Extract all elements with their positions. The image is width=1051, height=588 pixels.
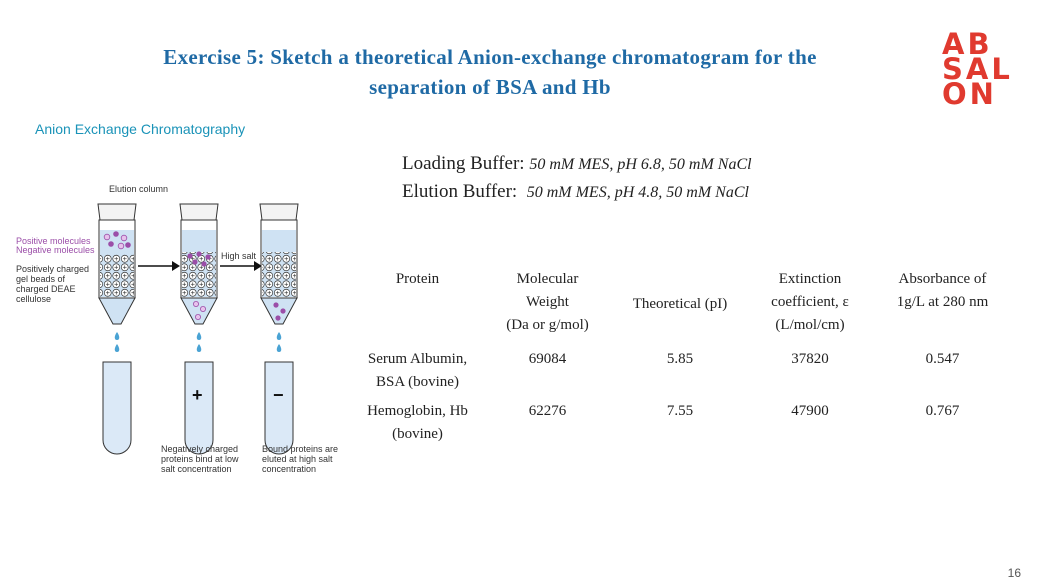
table-row xyxy=(350,400,1015,452)
table-header-row xyxy=(350,268,1015,340)
slide-title-line-1: Exercise 5: Sketch a theoretical Anion-exchange chromatogram for the xyxy=(163,45,817,69)
loading-buffer-value: 50 mM MES, pH 6.8, 50 mM NaCl xyxy=(529,156,752,173)
header-mw-line-2: Weight xyxy=(526,294,569,310)
beads-label-line-3: charged DEAE xyxy=(16,284,76,294)
header-mw-line-1: Molecular xyxy=(516,271,579,287)
slide-title-line-2: separation of BSA and Hb xyxy=(369,75,611,99)
cell-protein-line-2: (bovine) xyxy=(392,426,443,442)
column-1 xyxy=(98,204,136,454)
beads-label-line-1: Positively charged xyxy=(16,264,90,274)
header-abs-line-2: 1g/L at 280 nm xyxy=(896,294,989,310)
logo-line-2: SAL xyxy=(942,52,1013,86)
column-illustration xyxy=(10,178,350,478)
beads-label xyxy=(16,264,89,304)
slide-title xyxy=(100,42,880,102)
column-3 xyxy=(260,204,298,454)
header-absorbance xyxy=(870,268,1015,340)
elution-buffer-value: 50 mM MES, pH 4.8, 50 mM NaCl xyxy=(526,184,749,201)
header-abs-line-1: Absorbance of xyxy=(898,271,987,287)
header-mw-line-3: (Da or g/mol) xyxy=(506,317,589,333)
caption-low-salt-line-3: salt concentration xyxy=(161,464,232,474)
cell-protein xyxy=(350,400,485,452)
cell-protein-line-1: Hemoglobin, Hb xyxy=(367,403,468,419)
cell-mw: 62276 xyxy=(528,403,567,419)
caption-low-salt-line-1: Negatively charged xyxy=(161,444,239,454)
header-ext-line-1: Extinction xyxy=(778,271,842,287)
loading-buffer xyxy=(402,150,752,178)
positive-molecules-label: Positive molecules xyxy=(16,236,91,246)
arrow-1 xyxy=(138,261,180,271)
caption-high-salt-line-2: eluted at high salt xyxy=(262,454,333,464)
header-extinction xyxy=(750,268,870,340)
caption-high-salt xyxy=(262,444,338,474)
elution-buffer-label: Elution Buffer: xyxy=(402,181,518,202)
negative-molecules-label: Negative molecules xyxy=(16,245,95,255)
cell-protein-line-2: BSA (bovine) xyxy=(376,374,459,390)
plus-sign: + xyxy=(192,385,203,405)
protein-properties-table xyxy=(350,268,1015,452)
section-subtitle: Anion Exchange Chromatography xyxy=(35,121,246,137)
absalon-logo xyxy=(942,27,1026,112)
minus-sign: − xyxy=(273,385,284,405)
cell-ext: 37820 xyxy=(791,351,829,367)
header-pi-label: Theoretical (pI) xyxy=(632,295,728,312)
loading-buffer-label: Loading Buffer: xyxy=(402,153,525,174)
cell-mw: 69084 xyxy=(528,351,567,367)
buffer-conditions xyxy=(402,150,752,206)
high-salt-label: High salt xyxy=(221,251,257,261)
cell-abs: 0.547 xyxy=(925,351,960,367)
header-protein xyxy=(350,268,485,340)
cell-abs: 0.767 xyxy=(925,403,960,419)
elution-buffer xyxy=(402,178,752,206)
column-2 xyxy=(180,204,218,454)
page-number: 16 xyxy=(1007,566,1021,580)
header-protein-label: Protein xyxy=(395,271,440,287)
logo-line-1: AB xyxy=(942,27,993,61)
beads-label-line-4: cellulose xyxy=(16,294,52,304)
logo-line-3: ON xyxy=(942,77,997,111)
table-row xyxy=(350,340,1015,400)
cell-pi: 5.85 xyxy=(666,351,694,367)
arrow-2 xyxy=(220,261,262,271)
caption-high-salt-line-3: concentration xyxy=(262,464,317,474)
header-ext-line-3: (L/mol/cm) xyxy=(775,317,845,333)
header-ext-line-2: coefficient, ε xyxy=(771,294,849,310)
caption-low-salt xyxy=(161,444,239,474)
header-theoretical-pi xyxy=(610,268,750,340)
caption-high-salt-line-1: Bound proteins are xyxy=(262,444,339,454)
header-molecular-weight xyxy=(485,268,610,340)
cell-protein xyxy=(350,340,485,400)
beads-label-line-2: gel beads of xyxy=(16,274,66,284)
cell-ext: 47900 xyxy=(791,403,829,419)
elution-column-label: Elution column xyxy=(109,184,169,194)
caption-low-salt-line-2: proteins bind at low xyxy=(161,454,239,464)
cell-protein-line-1: Serum Albumin, xyxy=(367,351,468,367)
cell-pi: 7.55 xyxy=(666,403,694,419)
anion-exchange-diagram xyxy=(10,178,350,478)
